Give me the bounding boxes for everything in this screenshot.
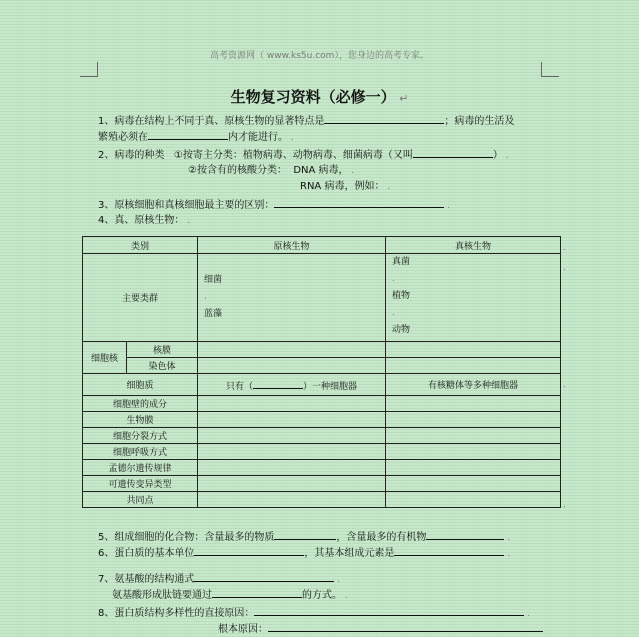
row-label-variation-types: 可遗传变异类型 — [83, 476, 198, 492]
answer-blank[interactable] — [254, 605, 524, 616]
crop-mark-top-left — [80, 62, 98, 77]
header-eukaryote: 真核生物 — [386, 237, 561, 254]
question-7-line-1: 7、氨基酸的结构通式 . — [98, 571, 340, 587]
table-cell[interactable] — [198, 342, 386, 358]
row-label-chromosome: 染色体 — [127, 358, 198, 374]
question-2-line-1: 2、病毒的种类 ①按寄主分类：植物病毒、动物病毒、细菌病毒（又叫 ） . — [98, 147, 509, 163]
table-cell[interactable] — [198, 460, 386, 476]
eukaryote-cytoplasm: 有核糖体等多种细胞器 — [386, 374, 561, 396]
answer-blank[interactable] — [253, 378, 303, 389]
table-cell[interactable] — [386, 476, 561, 492]
comparison-table — [82, 236, 561, 508]
header-watermark: 高考资源网（ www.ks5u.com），您身边的高考专家。 — [210, 51, 429, 61]
answer-blank[interactable] — [194, 571, 334, 582]
question-8-line-2: 根本原因： — [218, 621, 543, 636]
table-cell[interactable] — [198, 396, 386, 412]
answer-blank[interactable] — [274, 529, 336, 540]
answer-blank[interactable] — [268, 621, 543, 632]
row-label-nuclear-membrane: 核膜 — [127, 342, 198, 358]
table-cell[interactable] — [198, 444, 386, 460]
row-label-nucleus: 细胞核 — [83, 342, 127, 374]
question-3: 3、原核细胞和真核细胞最主要的区别： . — [98, 197, 450, 213]
paragraph-mark: . — [563, 500, 566, 510]
paragraph-mark: . — [563, 380, 566, 390]
paragraph-mark: . — [563, 243, 566, 253]
question-1-line-1: 1、病毒在结构上不同于真、原核生物的显著特点是 ；病毒的生活及 — [98, 113, 514, 128]
row-label-main-groups: 主要类群 — [83, 254, 198, 342]
paragraph-mark: . — [563, 263, 566, 273]
answer-blank[interactable] — [426, 529, 504, 540]
table-cell[interactable] — [386, 444, 561, 460]
row-label-mendel-laws: 孟德尔遗传规律 — [83, 460, 198, 476]
table-cell[interactable] — [386, 460, 561, 476]
answer-blank[interactable] — [274, 197, 444, 208]
table-cell[interactable] — [198, 358, 386, 374]
row-label-cytoplasm: 细胞质 — [83, 374, 198, 396]
eukaryote-groups: 真菌 . 植物 . 动物 — [386, 254, 561, 342]
row-label-common-points: 共同点 — [83, 492, 198, 508]
question-2-line-3: RNA 病毒，例如： . — [300, 181, 391, 192]
table-cell[interactable] — [386, 358, 561, 374]
question-8-line-1: 8、蛋白质结构多样性的直接原因： . — [98, 605, 530, 621]
answer-blank[interactable] — [413, 147, 493, 158]
header-category: 类别 — [83, 237, 198, 254]
table-cell[interactable] — [198, 428, 386, 444]
row-label-cell-wall: 细胞壁的成分 — [83, 396, 198, 412]
table-cell[interactable] — [198, 412, 386, 428]
table-cell[interactable] — [198, 492, 386, 508]
row-label-cell-respiration: 细胞呼吸方式 — [83, 444, 198, 460]
table-cell[interactable] — [386, 396, 561, 412]
question-7-line-2: 氨基酸形成肽链要通过 的方式。 . — [112, 587, 348, 603]
prokaryote-groups: 细菌 . 蓝藻 — [198, 254, 386, 342]
header-prokaryote: 原核生物 — [198, 237, 386, 254]
question-2-line-2: ②按含有的核酸分类： DNA 病毒， . — [188, 165, 355, 176]
answer-blank[interactable] — [324, 113, 444, 124]
table-cell[interactable] — [198, 476, 386, 492]
question-5: 5、组成细胞的化合物：含量最多的物质 ，含量最多的有机物 . — [98, 529, 510, 545]
answer-blank[interactable] — [394, 545, 504, 556]
answer-blank[interactable] — [148, 129, 228, 140]
crop-mark-top-right — [541, 62, 559, 77]
row-label-biomembrane: 生物膜 — [83, 412, 198, 428]
answer-blank[interactable] — [212, 587, 302, 598]
prokaryote-cytoplasm: 只有（ ）一种细胞器 — [198, 374, 386, 396]
table-cell[interactable] — [386, 428, 561, 444]
row-label-cell-division: 细胞分裂方式 — [83, 428, 198, 444]
table-cell[interactable] — [386, 492, 561, 508]
question-6: 6、蛋白质的基本单位 ，其基本组成元素是 . — [98, 545, 510, 561]
document-title: 生物复习资料（必修一） ↵ — [230, 88, 409, 106]
table-cell[interactable] — [386, 412, 561, 428]
table-cell[interactable] — [386, 342, 561, 358]
question-4: 4、真、原核生物： . — [98, 215, 191, 226]
question-1-line-2: 繁殖必须在 内才能进行。 . — [98, 129, 294, 145]
answer-blank[interactable] — [194, 545, 304, 556]
